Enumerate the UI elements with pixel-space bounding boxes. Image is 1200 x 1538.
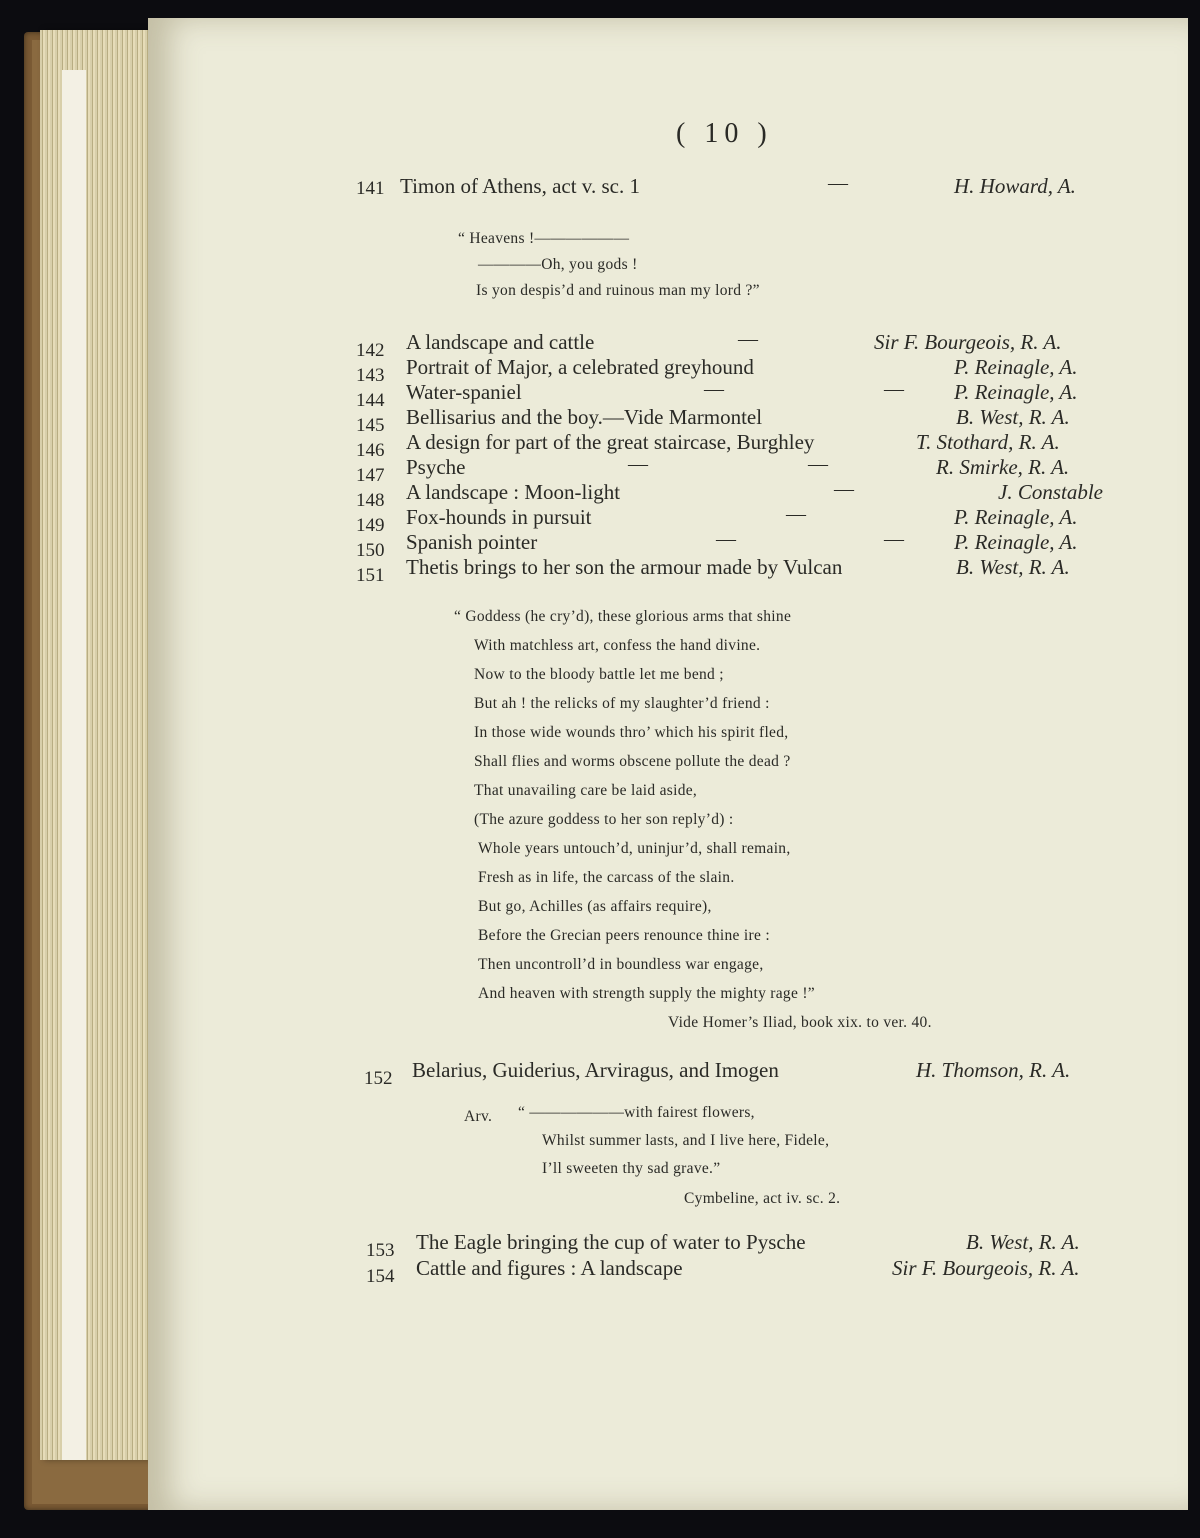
quote-152-speaker: Arv. [464,1108,493,1125]
entry-148-artist: J. Constable [998,480,1103,504]
quote-151-line-12: Before the Grecian peers renounce thine ire : [478,927,770,944]
entry-154-title: Cattle and figures : A landscape [416,1256,683,1280]
entry-150-title: Spanish pointer [406,530,538,554]
entry-150-artist: P. Reinagle, A. [954,530,1078,554]
quote-152-line-1: “ ——————with fairest flowers, [518,1104,755,1121]
entry-152-title: Belarius, Guiderius, Arviragus, and Imogen [412,1058,779,1082]
entry-150-dash-2: — [884,528,904,550]
quote-151-line-6: Shall flies and worms obscene pollute the dead ? [474,753,791,770]
entry-147-dash-1: — [628,453,648,475]
quote-152-line-2: Whilst summer lasts, and I live here, Fidele, [542,1132,830,1149]
entry-141-title: Timon of Athens, act v. sc. 1 [400,174,640,198]
quote-151-line-11: But go, Achilles (as affairs require), [478,898,712,915]
quote-151-source: Vide Homer’s Iliad, book xix. to ver. 40. [668,1014,932,1031]
quote-151-line-2: With matchless art, confess the hand divine. [474,637,761,654]
entry-143-number: 143 [356,365,385,386]
quote-152-source: Cymbeline, act iv. sc. 2. [684,1190,841,1207]
quote-151-line-9: Whole years untouch’d, uninjur’d, shall remain, [478,840,791,857]
entry-143-artist: P. Reinagle, A. [954,355,1078,379]
entry-151-title: Thetis brings to her son the armour made by Vulcan [406,555,843,579]
entry-144-number: 144 [356,390,385,411]
entry-154-artist: Sir F. Bourgeois, R. A. [892,1256,1080,1280]
quote-141-line-3: Is yon despis’d and ruinous man my lord ?” [476,282,760,299]
catalogue-page [148,18,1188,1510]
entry-145-number: 145 [356,415,385,436]
entry-148-title: A landscape : Moon-light [406,480,621,504]
entry-147-artist: R. Smirke, R. A. [936,455,1070,479]
entry-144-dash-2: — [884,378,904,400]
entry-142-dash: — [738,328,758,350]
entry-141-number: 141 [356,178,385,199]
entry-144-dash-1: — [704,378,724,400]
entry-142-artist: Sir F. Bourgeois, R. A. [874,330,1062,354]
quote-151-line-5: In those wide wounds thro’ which his spirit fled, [474,724,789,741]
entry-152-number: 152 [364,1068,393,1089]
quote-151-line-4: But ah ! the relicks of my slaughter’d friend : [474,695,770,712]
entry-142-number: 142 [356,340,385,361]
entry-151-artist: B. West, R. A. [956,555,1070,579]
entry-153-number: 153 [366,1240,395,1261]
entry-149-artist: P. Reinagle, A. [954,505,1078,529]
entry-149-title: Fox-hounds in pursuit [406,505,592,529]
entry-149-dash: — [786,503,806,525]
entry-147-number: 147 [356,465,385,486]
page-number: ( 10 ) [676,118,773,149]
entry-154-number: 154 [366,1266,395,1287]
quote-151-line-10: Fresh as in life, the carcass of the slain. [478,869,735,886]
entry-147-dash-2: — [808,453,828,475]
entry-148-number: 148 [356,490,385,511]
quote-151-line-14: And heaven with strength supply the mighty rage !” [478,985,815,1002]
quote-151-line-13: Then uncontroll’d in boundless war engage, [478,956,764,973]
entry-148-dash: — [834,478,854,500]
page-block-edges [40,30,150,1460]
entry-150-dash-1: — [716,528,736,550]
entry-150-number: 150 [356,540,385,561]
entry-151-number: 151 [356,565,385,586]
page-edge-highlight [62,70,86,1460]
entry-149-number: 149 [356,515,385,536]
quote-141-line-2: ————Oh, you gods ! [478,256,638,273]
quote-151-line-8: (The azure goddess to her son reply’d) : [474,811,734,828]
entry-141-dash: — [828,172,848,194]
entry-142-title: A landscape and cattle [406,330,595,354]
quote-151-line-3: Now to the bloody battle let me bend ; [474,666,724,683]
entry-143-title: Portrait of Major, a celebrated greyhound [406,355,754,379]
entry-153-artist: B. West, R. A. [966,1230,1080,1254]
entry-144-artist: P. Reinagle, A. [954,380,1078,404]
entry-146-title: A design for part of the great staircase, Burghley [406,430,815,454]
entry-145-title: Bellisarius and the boy.—Vide Marmontel [406,405,763,429]
quote-151-line-7: That unavailing care be laid aside, [474,782,698,799]
entry-144-title: Water-spaniel [406,380,522,404]
entry-146-number: 146 [356,440,385,461]
entry-153-title: The Eagle bringing the cup of water to Pysche [416,1230,806,1254]
entry-147-title: Psyche [406,455,466,479]
entry-145-artist: B. West, R. A. [956,405,1070,429]
entry-141-artist: H. Howard, A. [954,174,1076,198]
quote-151-line-1: “ Goddess (he cry’d), these glorious arms that shine [454,608,792,625]
quote-141-line-1: “ Heavens !—————— [458,230,630,247]
entry-146-artist: T. Stothard, R. A. [916,430,1060,454]
entry-152-artist: H. Thomson, R. A. [916,1058,1071,1082]
quote-152-line-3: I’ll sweeten thy sad grave.” [542,1160,721,1177]
